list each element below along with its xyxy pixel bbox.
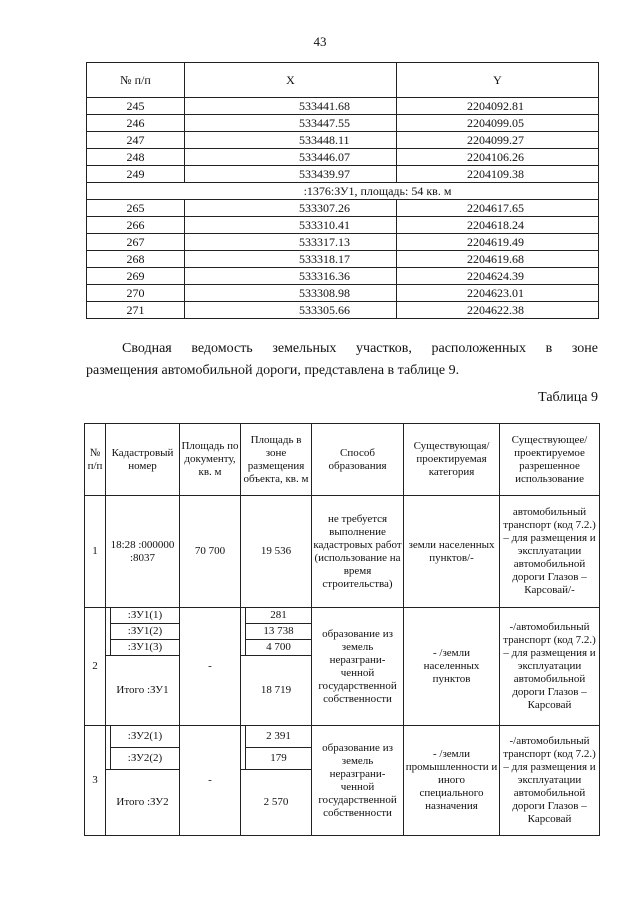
row-number: 249 [87, 166, 185, 183]
y-value: 2204618.24 [397, 217, 599, 234]
x-value: 533439.97 [185, 166, 397, 183]
y-value: 2204099.27 [397, 132, 599, 149]
table9-header-row [85, 424, 600, 496]
t9-header-category: Существующая/ проектируемая категория [404, 424, 500, 496]
t9-header-method: Способ образования [312, 424, 404, 496]
r3-usage: -/автомобильный транспорт (код 7.2.) – для размещения и эксплуатации автомобильной дороги Глазов – Карсовай [500, 726, 600, 836]
y-value: 2204619.68 [397, 251, 599, 268]
land-plots-table [84, 423, 600, 836]
coordinate-row [87, 251, 599, 268]
row-number: 246 [87, 115, 185, 132]
t9-header-area-doc: Площадь по документу, кв. м [180, 424, 241, 496]
table-caption: Таблица 9 [538, 390, 598, 405]
r3-part-1-area: 2 391 [246, 726, 312, 748]
row-number: 269 [87, 268, 185, 285]
row-number: 247 [87, 132, 185, 149]
row-number: 267 [87, 234, 185, 251]
coordinate-row [87, 98, 599, 115]
r2-total-label: Итого :ЗУ1 [106, 656, 180, 726]
y-value: 2204624.39 [397, 268, 599, 285]
x-value: 533305.66 [185, 302, 397, 319]
r1-cadastral: 18:28 :000000 :8037 [106, 496, 180, 608]
table9-row-3-part-1 [85, 726, 600, 748]
section-label: :1376:ЗУ1, площадь: 54 кв. м [87, 183, 599, 200]
y-value: 2204099.05 [397, 115, 599, 132]
x-value: 533447.55 [185, 115, 397, 132]
row-number: 245 [87, 98, 185, 115]
x-value: 533441.68 [185, 98, 397, 115]
r1-method: не требуется выполнение кадастровых работ (использование на время строительства) [312, 496, 404, 608]
r3-part-2-name: :ЗУ2(2) [111, 748, 180, 770]
header-num: № п/п [87, 63, 185, 98]
r1-usage: автомобильный транспорт (код 7.2.) – для размещения и эксплуатации автомобильной дороги Глазов – Карсовай/- [500, 496, 600, 608]
r3-total-label: Итого :ЗУ2 [106, 770, 180, 836]
row-number: 266 [87, 217, 185, 234]
x-value: 533308.98 [185, 285, 397, 302]
section-row [87, 183, 599, 200]
row-number: 248 [87, 149, 185, 166]
y-value: 2204623.01 [397, 285, 599, 302]
y-value: 2204617.65 [397, 200, 599, 217]
page-number: 43 [313, 34, 327, 49]
y-value: 2204106.26 [397, 149, 599, 166]
x-value: 533317.13 [185, 234, 397, 251]
row-number: 270 [87, 285, 185, 302]
y-value: 2204109.38 [397, 166, 599, 183]
r2-part-2-name: :ЗУ1(2) [111, 624, 180, 640]
header-x: X [185, 63, 397, 98]
x-value: 533318.17 [185, 251, 397, 268]
r3-part-2-area: 179 [246, 748, 312, 770]
y-value: 2204622.38 [397, 302, 599, 319]
coordinate-row [87, 149, 599, 166]
x-value: 533307.26 [185, 200, 397, 217]
r2-part-2-area: 13 738 [246, 624, 312, 640]
r2-part-3-area: 4 700 [246, 640, 312, 656]
row-number: 271 [87, 302, 185, 319]
header-y: Y [397, 63, 599, 98]
r3-category: - /земли промышленности и иного специального назначения [404, 726, 500, 836]
r2-part-1-area: 281 [246, 608, 312, 624]
r3-area-doc: - [180, 726, 241, 836]
coordinate-row [87, 285, 599, 302]
r2-category: - /земли населенных пунктов [404, 608, 500, 726]
r2-num: 2 [85, 608, 106, 726]
r2-area-doc: - [180, 608, 241, 726]
row-number: 265 [87, 200, 185, 217]
r1-area-zone: 19 536 [241, 496, 312, 608]
coordinates-header-row [87, 63, 599, 98]
y-value: 2204092.81 [397, 98, 599, 115]
r1-category: земли населенных пунктов/- [404, 496, 500, 608]
r3-num: 3 [85, 726, 106, 836]
table9-row-2-part-1 [85, 608, 600, 624]
row-number: 268 [87, 251, 185, 268]
paragraph-line-1: Сводная ведомость земельных участков, расположенных в зоне [122, 341, 598, 356]
paragraph-line-2: размещения автомобильной дороги, представлена в таблице 9. [86, 363, 460, 378]
coordinate-row [87, 268, 599, 285]
coordinate-row [87, 166, 599, 183]
x-value: 533448.11 [185, 132, 397, 149]
t9-header-cadastral: Кадастровый номер [106, 424, 180, 496]
r1-area-doc: 70 700 [180, 496, 241, 608]
table9-row-1 [85, 496, 600, 608]
r1-num: 1 [85, 496, 106, 608]
x-value: 533316.36 [185, 268, 397, 285]
r2-part-3-name: :ЗУ1(3) [111, 640, 180, 656]
x-value: 533446.07 [185, 149, 397, 166]
coordinate-row [87, 132, 599, 149]
r3-method: образование из земель неразграни-ченной государственной собственности [312, 726, 404, 836]
coordinates-table [86, 62, 599, 319]
coordinate-row [87, 200, 599, 217]
t9-header-num: № п/п [85, 424, 106, 496]
y-value: 2204619.49 [397, 234, 599, 251]
t9-header-area-zone: Площадь в зоне размещения объекта, кв. м [241, 424, 312, 496]
r2-total-area: 18 719 [241, 656, 312, 726]
r3-part-1-name: :ЗУ2(1) [111, 726, 180, 748]
coordinate-row [87, 115, 599, 132]
coordinate-row [87, 302, 599, 319]
coordinate-row [87, 234, 599, 251]
x-value: 533310.41 [185, 217, 397, 234]
r2-usage: -/автомобильный транспорт (код 7.2.) – для размещения и эксплуатации автомобильной дороги Глазов – Карсовай [500, 608, 600, 726]
t9-header-usage: Существующее/ проектируемое разрешенное использование [500, 424, 600, 496]
coordinate-row [87, 217, 599, 234]
r3-total-area: 2 570 [241, 770, 312, 836]
r2-part-1-name: :ЗУ1(1) [111, 608, 180, 624]
r2-method: образование из земель неразграни-ченной государственной собственности [312, 608, 404, 726]
